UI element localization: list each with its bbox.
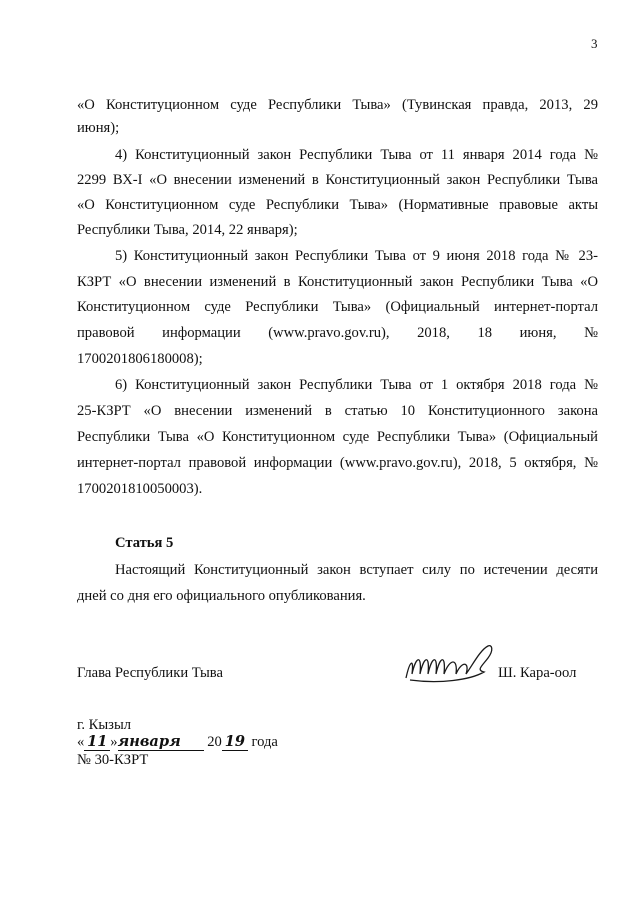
signatory-name: Ш. Кара-оол xyxy=(498,665,577,681)
text-line: Республики Тыва, 2014, 22 января); xyxy=(77,222,298,238)
text-line: 5) Конституционный закон Республики Тыва от 9 июня 2018 года № 23- xyxy=(115,248,598,264)
text-line: июня); xyxy=(77,120,120,136)
text-line: правовой информации (www.pravo.gov.ru), 2018, 18 июня, № xyxy=(77,325,598,341)
date-close-quote: » xyxy=(110,734,118,750)
text-line: «О Конституционном суде Республики Тыва» (Нормативные правовые акты xyxy=(77,197,598,213)
text-line: 6) Конституционный закон Республики Тыва от 1 октября 2018 года № xyxy=(115,377,598,393)
date-suffix: года xyxy=(251,734,278,750)
text-line: 25-КЗРТ «О внесении изменений в статью 10 Конституционного закона xyxy=(77,403,598,419)
date-of-signing xyxy=(77,733,278,751)
text-line: КЗРТ «О внесении изменений в Конституционный закон Республики Тыва «О xyxy=(77,274,598,290)
article-heading: Статья 5 xyxy=(115,535,174,551)
handwritten-signature xyxy=(400,640,500,690)
text-line: «О Конституционном суде Республики Тыва» (Тувинская правда, 2013, 29 xyxy=(77,97,598,113)
page-number: 3 xyxy=(591,36,598,51)
place-of-signing: г. Кызыл xyxy=(77,717,132,733)
date-month: января xyxy=(118,733,204,751)
text-line: Конституционном суде Республики Тыва» (Официальный интернет-портал xyxy=(77,299,598,315)
law-number: № 30-КЗРТ xyxy=(77,752,149,768)
date-day: 11 xyxy=(84,733,110,751)
date-year-suffix: 19 xyxy=(222,733,248,751)
signatory-position: Глава Республики Тыва xyxy=(77,665,223,681)
date-open-quote: « xyxy=(77,734,85,750)
text-line: 1700201810050003). xyxy=(77,481,203,497)
text-line: Республики Тыва «О Конституционном суде Республики Тыва» (Официальный xyxy=(77,429,598,445)
date-year-prefix: 20 xyxy=(207,734,222,750)
text-line: 1700201806180008); xyxy=(77,351,203,367)
text-line: дней со дня его официального опубликования. xyxy=(77,588,366,604)
text-line: 2299 ВХ-I «О внесении изменений в Конституционный закон Республики Тыва xyxy=(77,172,598,188)
text-line: 4) Конституционный закон Республики Тыва от 11 января 2014 года № xyxy=(115,147,598,163)
text-line: интернет-портал правовой информации (www.pravo.gov.ru), 2018, 5 октября, № xyxy=(77,455,598,471)
text-line: Настоящий Конституционный закон вступает силу по истечении десяти xyxy=(115,562,598,578)
